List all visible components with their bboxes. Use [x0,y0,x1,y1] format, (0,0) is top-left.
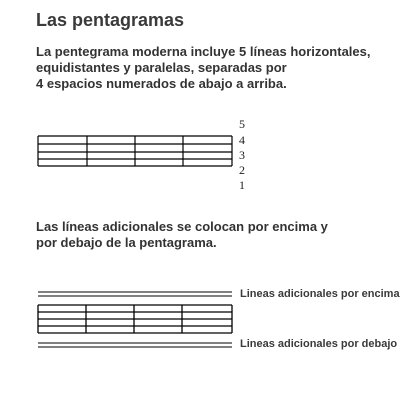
space-number-3: 3 [239,148,245,162]
intro-line-1: La pentegrama moderna incluye 5 líneas horizontales, [36,44,371,59]
page-title: Las pentagramas [36,10,185,30]
ledger-lines-below [38,343,232,347]
space-number-1: 1 [239,178,245,192]
ledger-lines-above [38,292,232,296]
space-number-2: 2 [239,163,245,177]
intro-line-3: 4 espacios numerados de abajo a arriba. [36,76,287,91]
ledger-line-1: Las líneas adicionales se colocan por encima y [36,219,328,234]
ledger-paragraph [36,219,328,251]
staff-1 [38,136,232,166]
intro-line-2: equidistantes y paralelas, separadas por [36,60,287,75]
ledger-above-label: Lineas adicionales por encima [240,288,400,300]
staff-2 [38,305,232,333]
space-number-4: 4 [239,133,245,147]
ledger-below-label: Lineas adicionales por debajo [240,338,398,350]
space-number-5: 5 [239,117,245,131]
ledger-line-2: por debajo de la pentagrama. [36,235,217,250]
